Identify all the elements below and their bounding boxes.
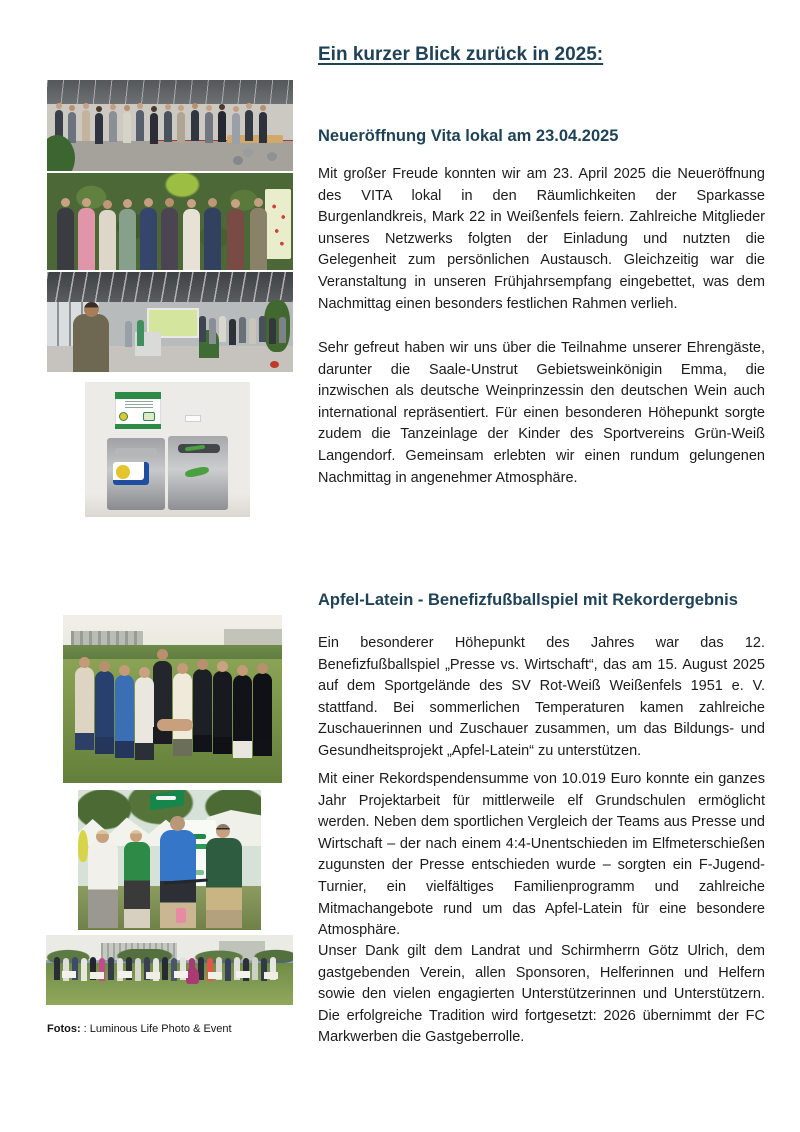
photo-check-lineup <box>46 935 293 1005</box>
photo-presentation <box>47 272 293 372</box>
paragraph-match-2: Mit einer Rekordspendensumme von 10.019 Euro konnte ein ganzes Jahr Projektarbeit für mittlerweile elf Grundschulen ermöglicht werden. Neben dem sportlichen Vergleich der Teams aus Presse und Wirtschaft – der nach einem 4:4-Unentschieden im Elfmeterschießen zugunsten der Presse entschieden wurde – sorgten ein F-Jugend-Turnier, ein vielfältiges Familienprogramm und zahlreiche Mitmachangebote rund um das Apfel-Latein für eine besondere Atmosphäre. <box>318 771 765 939</box>
foreground-man <box>73 314 109 372</box>
stacked-hands <box>157 719 193 731</box>
sign-logo-yellow <box>119 412 128 421</box>
audience-figures <box>199 316 206 342</box>
speaker-table <box>135 332 161 356</box>
pitch-grass <box>46 963 293 1005</box>
woman-green-shirt <box>124 842 150 928</box>
photo-group-plant-wall <box>47 173 293 270</box>
yellow-beach-flag <box>78 830 88 862</box>
sign-text-lines <box>125 401 153 410</box>
sign-green-bar-bottom <box>115 424 161 429</box>
photo-smoothie-cabinets <box>85 382 250 517</box>
section-heading-vita-opening: Neueröffnung Vita lokal am 23.04.2025 <box>318 127 619 145</box>
wine-queen-gown <box>186 967 199 984</box>
sign-logo-vita <box>143 412 155 421</box>
crowd-heads <box>56 103 62 109</box>
section-heading-apfel-latein: Apfel-Latein - Benefizfußballspiel mit Rekordergebnis <box>318 591 738 609</box>
sticker-sun-logo <box>116 465 130 479</box>
photo-credit <box>47 1023 232 1035</box>
ceiling-lights <box>47 272 293 302</box>
photo-credit-text: : Luminous Life Photo & Event <box>83 1023 232 1035</box>
cabinet-left-slot <box>115 448 157 456</box>
sign-green-bar-top <box>115 392 161 399</box>
page-title: Ein kurzer Blick zurück in 2025: <box>318 44 604 65</box>
paragraph-vita-1: Mit großer Freude konnten wir am 23. April 2025 die Neueröffnung des VITA lokal in den Räumlichkeiten der Sparkasse Burgenlandkreis, Mark 22 in Weißenfels feiern. Zahlreiche Mitglieder unseres Netzwerks folgten der Einladung und nutzten die Gelegenheit zum persönlichen Austausch. Gleichzeitig war die Veranstaltung in unseren Frühjahrsempfang eingebettet, was dem Nachmittag einen besonders festlichen Rahmen verlieh. <box>318 166 765 312</box>
floor <box>47 141 293 171</box>
foreground-man-head <box>84 302 99 317</box>
woman-white-shirt <box>88 842 118 928</box>
plant-right <box>264 300 290 352</box>
apple-poster <box>265 189 291 259</box>
plant-wall <box>47 173 293 270</box>
paragraph-match-1: Ein besonderer Höhepunkt des Jahres war das 12. Benefizfußballspiel „Presse vs. Wirtschaft“, das am 15. August 2025 auf dem Sportgelände des SV Rot-Weiß Weißenfels 1951 e. V. stattfand. Bei sommerlichen Temperaturen kamen zahlreiche Zuschauerinnen und Zuschauer zusammen, um das Bildungs- und Gesundheitsprojekt „Apfel-Latein“ zu unterstützen. <box>318 635 765 759</box>
aok-flag-text <box>156 796 176 800</box>
player-heads <box>79 657 90 668</box>
group-heads <box>61 198 70 207</box>
ceiling <box>47 80 293 104</box>
man-green-polo <box>206 838 242 928</box>
donation-checks <box>62 971 76 978</box>
photo-opening-reception <box>47 80 293 171</box>
paragraph-vita-2: Sehr gefreut haben wir uns über die Teilnahme unserer Ehrengäste, darunter die Saale-Unstrut Gebietsweinkönigin Emma, die inzwischen als deutsche Weinprinzessin den deutschen Wein auch international repräsentiert. Für einen besonderen Höhepunkt sorgte zudem die Tanzeinlage der Kinder des Sportvereins Grün-Weiß Langendorf. Gemeinsam erlebten wir einen rundum gelungenen Nachmittag in angenehmer Atmosphäre. <box>318 340 765 486</box>
photo-smoothie-bike <box>78 790 261 930</box>
player-shorts <box>75 733 94 750</box>
man-blue-head <box>170 816 185 831</box>
woman-white-head <box>96 830 109 843</box>
photo-team-huddle <box>63 615 282 783</box>
group-figures <box>57 208 74 270</box>
paragraph-match-3: Unser Dank gilt dem Landrat und Schirmherrn Götz Ulrich, dem gastgebenden Verein, allen Sponsoren, Helferinnen und Helfern sowie den vielen engagierten Unterstützerinnen und Unterstützern. Die erfolgreiche Tradition wird fortgesetzt: 2026 übernimmt der FC Markwerben die Gastgeberrolle. <box>318 943 765 1046</box>
wall-switch <box>185 415 201 422</box>
smoothie-blender <box>176 908 186 923</box>
photo-credit-label: Fotos: <box>47 1023 81 1035</box>
red-chair <box>270 361 279 368</box>
man-green-head <box>216 824 230 838</box>
lineup-figures <box>54 957 60 980</box>
chairs <box>243 148 253 157</box>
table <box>227 135 283 143</box>
woman-green-head <box>130 830 142 842</box>
